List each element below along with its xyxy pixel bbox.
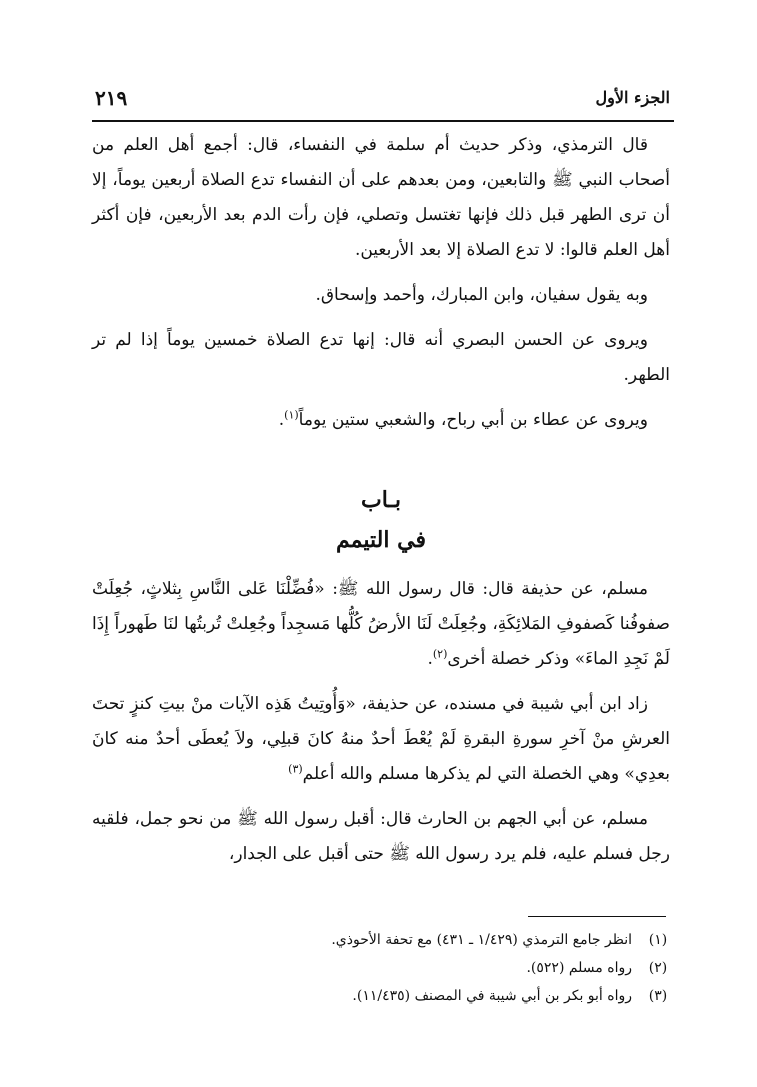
part-label: الجزء الأول — [595, 88, 670, 107]
paragraph-sufyan: وبه يقول سفيان، وابن المبارك، وأحمد وإسحاق. — [315, 285, 648, 305]
footnote-item: (٢) رواه مسلم (٥٢٢). — [526, 960, 668, 976]
footnotes — [95, 926, 670, 1010]
paragraph-ata: ويروى عن عطاء بن أبي رباح، والشعبي ستين يوماً$^{(١)}$. — [278, 408, 648, 430]
paragraph-ibn-abi-shaiba: زاد ابن أبي شيبة في مسنده، عن حذيفة، «وَأُوتِيتُ هَذِه الآيات منْ بيتِ كنزٍ تحتَ العرشِ منْ آخرِ سورةِ البقرةِ لَمْ يُعْطَ أحدٌ منهُ كانَ قبلِي، ولاَ يُعطَى أحدٌ منه كانَ بعدِي» وهي الخصلة التي لم يذكرها مسلم والله أعلم$^{(٣)}$ — [92, 694, 670, 784]
header-divider — [92, 120, 674, 122]
footnote-divider — [528, 916, 666, 917]
paragraph-hasan: ويروى عن الحسن البصري أنه قال: إنها تدع الصلاة خمسين يوماً إذا لم تر الطهر. — [92, 330, 670, 385]
page-body — [92, 128, 670, 882]
page-number: ٢١٩ — [95, 86, 128, 110]
paragraph-tirmidhi: قال الترمذي، وذكر حديث أم سلمة في النفساء، قال: أجمع أهل العلم من أصحاب النبي ﷺ والتابعين، ومن بعدهم على أن النفساء تدع الصلاة أربعين يوماً، إلا أن ترى الطهر قبل ذلك فإنها تغتسل وتصلي، فإن رأت الدم بعد الأربعين، فإن أكثر أهل العلم قالوا: لا تدع الصلاة إلا بعد الأربعين. — [92, 135, 670, 260]
footnote-item: (١) انظر جامع الترمذي (١/٤٢٩ ـ ٤٣١) مع تحفة الأحوذي. — [331, 932, 668, 948]
footnote-ref-3: (٣) — [288, 762, 303, 776]
section-title: في التيمم — [336, 527, 426, 553]
page-header — [95, 88, 670, 118]
paragraph-muslim-hudhaifa: مسلم، عن حذيفة قال: قال رسول الله ﷺ: «فُضِّلْنَا عَلى النَّاسِ بِثلاثٍ، جُعِلَتْ صفوفُنا كَصفوفِ المَلائِكَةِ، وجُعِلَتْ لَنَا الأرضُ كُلُّها مَسجِداً وجُعِلتْ تُربتُها لنَا طَهوراً إِذَا لَمْ نَجِدِ الماءَ» وذكر خصلة أخرى$^{(٢)}$. — [92, 579, 670, 669]
paragraph-abi-al-jahm: مسلم، عن أبي الجهم بن الحارث قال: أقبل رسول الله ﷺ من نحو جمل، فلقيه رجل فسلم عليه، فلم يرد رسول الله ﷺ حتى أقبل على الجدار، — [92, 809, 670, 864]
footnote-item: (٣) رواه أبو بكر بن أبي شيبة في المصنف (١١/٤٣٥). — [352, 988, 668, 1004]
footnote-ref-2: (٢) — [432, 647, 448, 661]
section-bab: بـاب — [361, 487, 401, 513]
footnote-ref-1: (١) — [284, 408, 299, 422]
